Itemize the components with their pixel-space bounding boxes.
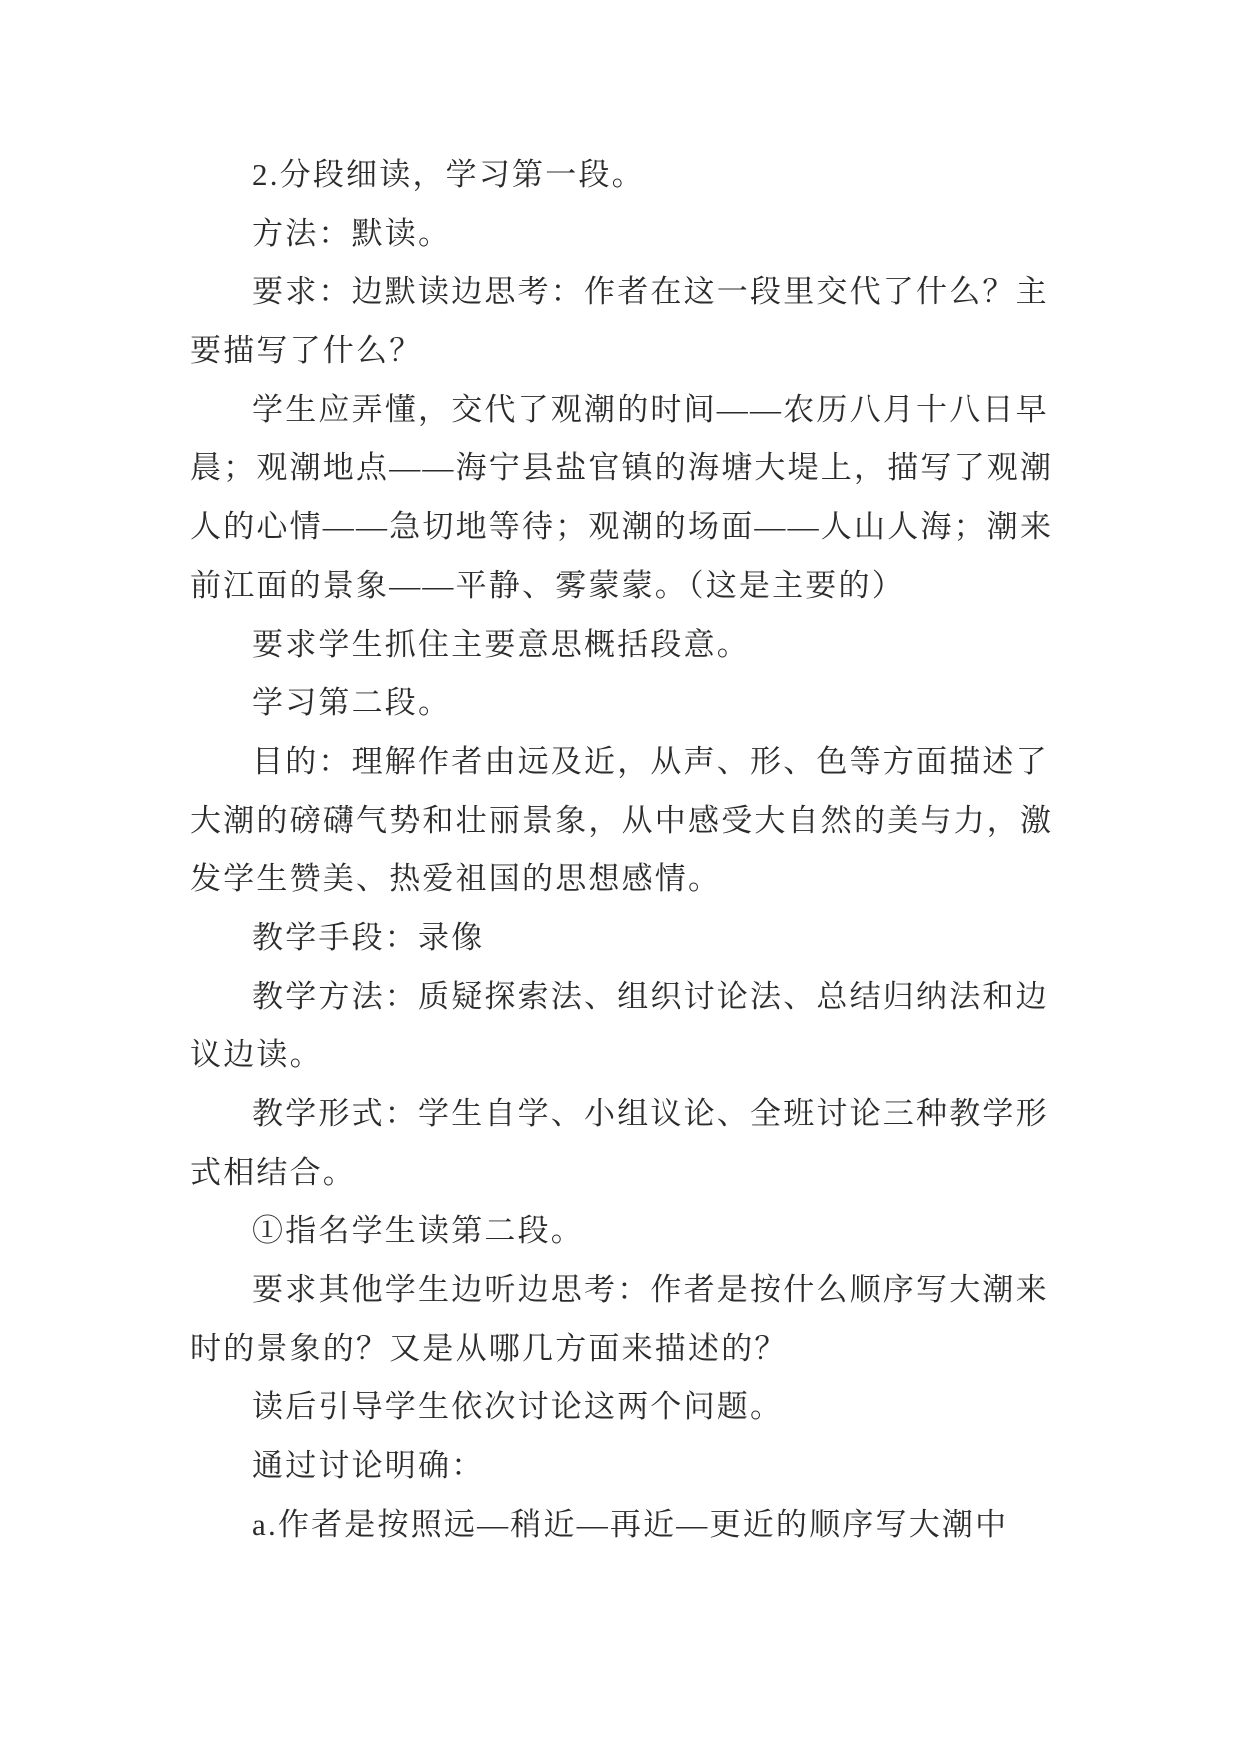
text-line: 目的：理解作者由远及近，从声、形、色等方面描述了 [252, 743, 1049, 779]
text-line: 要描写了什么？ [190, 333, 423, 369]
text-line: 人的心情——急切地等待；观潮的场面——人山人海；潮来 [190, 509, 1054, 545]
text-line: 发学生赞美、热爱祖国的思想感情。 [190, 861, 722, 897]
text-line: 大潮的磅礴气势和壮丽景象，从中感受大自然的美与力，激 [190, 802, 1054, 838]
document-text-block [190, 146, 1052, 1555]
text-line: 议边读。 [190, 1037, 323, 1073]
text-line: 式相结合。 [190, 1154, 356, 1190]
text-line: ①指名学生读第二段。 [252, 1213, 584, 1249]
text-line: 通过讨论明确： [252, 1448, 485, 1484]
text-line: 学生应弄懂，交代了观潮的时间——农历八月十八日早 [252, 391, 1049, 427]
text-line: 学习第二段。 [252, 685, 452, 721]
text-line: 读后引导学生依次讨论这两个问题。 [252, 1389, 784, 1425]
text-line: 要求其他学生边听边思考：作者是按什么顺序写大潮来 [252, 1272, 1049, 1308]
text-line: 教学形式：学生自学、小组议论、全班讨论三种教学形 [252, 1096, 1049, 1131]
text-line: 前江面的景象——平静、雾蒙蒙。（这是主要的） [190, 567, 905, 603]
text-line: 要求学生抓住主要意思概括段意。 [252, 626, 750, 662]
text-line: 要求：边默读边思考：作者在这一段里交代了什么？主 [252, 274, 1049, 310]
text-line: 方法：默读。 [252, 215, 452, 251]
text-line: 时的景象的？又是从哪几方面来描述的？ [190, 1330, 788, 1366]
text-line: a.作者是按照远—稍近—再近—更近的顺序写大潮中 [252, 1506, 1009, 1542]
text-line: 2.分段细读，学习第一段。 [252, 157, 645, 192]
text-line: 教学手段：录像 [252, 919, 485, 955]
text-line: 晨；观潮地点——海宁县盐官镇的海塘大堤上，描写了观潮 [190, 450, 1054, 486]
text-line: 教学方法：质疑探索法、组织讨论法、总结归纳法和边 [252, 978, 1049, 1014]
